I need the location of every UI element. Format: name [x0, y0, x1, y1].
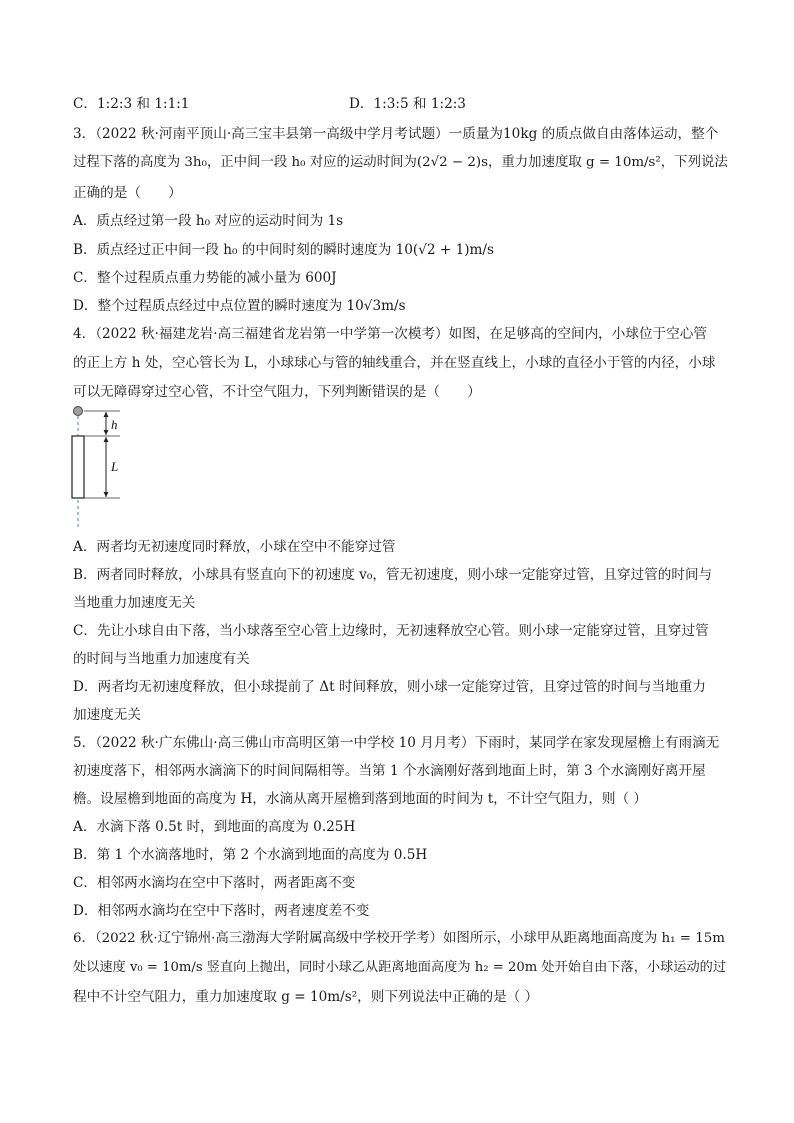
q5-option-b[interactable]: B．第 1 个水滴落地时，第 2 个水滴到地面的高度为 0.5H	[73, 847, 428, 863]
q3-option-a[interactable]: A．质点经过第一段 h₀ 对应的运动时间为 1s	[73, 213, 344, 229]
h-arrow-up-icon	[104, 412, 109, 417]
L-arrow-down-icon	[104, 492, 109, 497]
q4-option-a[interactable]: A．两者均无初速度同时释放，小球在空中不能穿过管	[73, 539, 396, 555]
q3-stem-line-2: 过程下落的高度为 3h₀，正中间一段 h₀ 对应的运动时间为(2√2 − 2)s，重力加速度取 g = 10m/s²，下列说法	[73, 155, 728, 170]
q2-options-cd	[73, 94, 728, 114]
label-h: h	[111, 417, 118, 432]
q5-option-c[interactable]: C．相邻两水滴均在空中下落时，两者距离不变	[73, 875, 356, 891]
q6-stem-line-2: 处以速度 v₀ = 10m/s 竖直向上抛出，同时小球乙从距离地面高度为 h₂ = 20m 处开始自由下落，小球运动的过	[73, 960, 727, 975]
q4-stem-line-1: 4．（2022 秋·福建龙岩·高三福建省龙岩第一中学第一次模考）如图，在足够高的空间内，小球位于空心管	[73, 326, 707, 342]
q4-option-d-line-2[interactable]: 加速度无关	[73, 707, 141, 723]
q5-option-d[interactable]: D．相邻两水滴均在空中下落时，两者速度差不变	[73, 903, 370, 919]
q2-option-c[interactable]: C．1:2:3 和 1:1:1	[73, 96, 190, 112]
q3-stem-line-3: 正确的是（ ）	[73, 185, 182, 201]
q4-option-b-line-2[interactable]: 当地重力加速度无关	[73, 595, 196, 611]
ball-and-tube-figure	[60, 402, 200, 532]
q5-stem-line-2: 初速度落下，相邻两水滴滴下的时间间隔相等。当第 1 个水滴刚好落到地面上时，第 3 个水滴刚好离开屋	[73, 763, 706, 779]
q4-option-c-line-1[interactable]: C．先让小球自由下落，当小球落至空心管上边缘时，无初速释放空心管。则小球一定能穿过管，且穿过管	[73, 623, 709, 639]
q5-option-a[interactable]: A．水滴下落 0.5t 时，到地面的高度为 0.25H	[73, 819, 356, 835]
q6-stem-line-3: 程中不计空气阻力，重力加速度取 g = 10m/s²，则下列说法中正确的是（ ）	[73, 989, 539, 1005]
q4-option-c-line-2[interactable]: 的时间与当地重力加速度有关	[73, 651, 250, 667]
q4-option-d-line-1[interactable]: D．两者均无初速度释放，但小球提前了 Δt 时间释放，则小球一定能穿过管，且穿过管的时间与当地重力	[73, 679, 706, 695]
q4-stem-line-2: 的正上方 h 处，空心管长为 L，小球球心与管的轴线重合，并在竖直线上，小球的直径小于管的内径，小球	[73, 355, 716, 371]
q3-stem-line-1: 3．（2022 秋·河南平顶山·高三宝丰县第一高级中学月考试题）一质量为10kg 的质点做自由落体运动，整个	[73, 126, 719, 142]
q4-option-b-line-1[interactable]: B．两者同时释放，小球具有竖直向下的初速度 v₀，管无初速度，则小球一定能穿过管，且穿过管的时间与	[73, 567, 713, 583]
h-arrow-down-icon	[104, 430, 109, 435]
q3-option-d[interactable]: D．整个过程质点经过中点位置的瞬时速度为 10√3m/s	[73, 298, 406, 314]
label-L: L	[111, 459, 119, 474]
ball	[74, 407, 83, 416]
q3-option-c[interactable]: C．整个过程质点重力势能的减小量为 600J	[73, 270, 337, 286]
q4-stem-line-3: 可以无障碍穿过空心管，不计空气阻力，下列判断错误的是（ ）	[73, 384, 481, 400]
q5-stem-line-3: 檐。设屋檐到地面的高度为 H，水滴从离开屋檐到落到地面的时间为 t，不计空气阻力，则（ ）	[73, 791, 648, 807]
L-arrow-up-icon	[104, 437, 109, 442]
hollow-tube	[72, 436, 84, 498]
q3-option-b[interactable]: B．质点经过正中间一段 h₀ 的中间时刻的瞬时速度为 10(√2 + 1)m/s	[73, 242, 494, 258]
q6-stem-line-1: 6．（2022 秋·辽宁锦州·高三渤海大学附属高级中学校开学考）如图所示，小球甲从距离地面高度为 h₁ = 15m	[73, 931, 726, 946]
q5-stem-line-1: 5．（2022 秋·广东佛山·高三佛山市高明区第一中学校 10 月月考）下雨时，某同学在家发现屋檐上有雨滴无	[73, 735, 720, 751]
q2-option-d[interactable]: D．1:3:5 和 1:2:3	[349, 96, 466, 112]
